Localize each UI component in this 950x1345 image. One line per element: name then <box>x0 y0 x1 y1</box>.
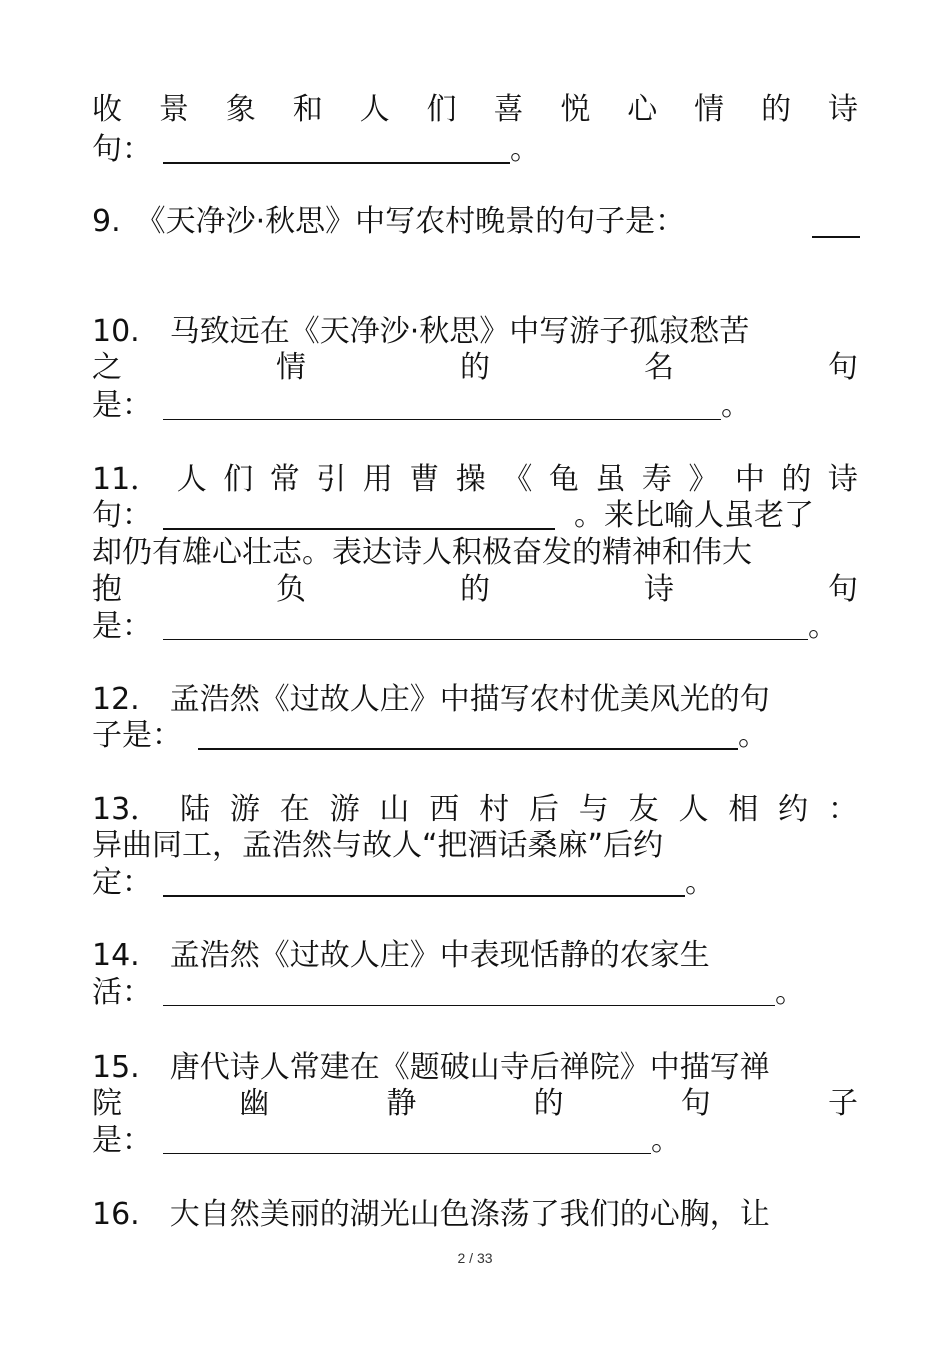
char: ： <box>828 792 858 827</box>
char: 村 <box>479 792 510 827</box>
justified-line <box>92 460 858 500</box>
question-text: 14. 孟浩然《过故人庄》中表现恬静的农家生 <box>92 938 710 973</box>
answer-blank[interactable] <box>163 895 685 897</box>
justified-line <box>92 790 858 830</box>
char: 常 <box>269 462 300 497</box>
char: 之 <box>92 350 122 385</box>
char: 负 <box>276 572 306 607</box>
question-number: 13． <box>92 792 161 827</box>
char: 山 <box>379 792 410 827</box>
period: 。 <box>738 718 768 753</box>
char: 游 <box>329 792 360 827</box>
question-text: 12. 孟浩然《过故人庄》中描写农村优美风光的句 <box>92 682 770 717</box>
question-text: 却仍有雄心壮志。表达诗人积极奋发的精神和伟大 <box>92 535 752 570</box>
answer-prefix: 是： <box>92 1123 152 1158</box>
char: 人 <box>176 462 207 497</box>
char: 在 <box>279 792 310 827</box>
char: 虽 <box>595 462 626 497</box>
char: 抱 <box>92 572 122 607</box>
question-11-line-1 <box>0 460 950 500</box>
char: 的 <box>533 1086 564 1121</box>
justified-line <box>92 570 858 610</box>
char: 心 <box>627 92 658 127</box>
char: 相 <box>728 792 759 827</box>
char: 龟 <box>548 462 579 497</box>
char: 西 <box>429 792 460 827</box>
question-12-line-1 <box>0 680 950 720</box>
question-text: 15. 唐代诗人常建在《题破山寺后禅院》中描写禅 <box>92 1050 770 1085</box>
period: 。 <box>721 388 751 423</box>
answer-blank[interactable] <box>163 528 555 530</box>
char: 句 <box>680 1086 711 1121</box>
char: 们 <box>426 92 457 127</box>
char: 人 <box>359 92 390 127</box>
question-text: 。来比喻人虽老了 <box>574 498 814 533</box>
char: 寿 <box>641 462 672 497</box>
line-2 <box>0 130 950 170</box>
char: 幽 <box>239 1086 270 1121</box>
question-14-line-1 <box>0 936 950 976</box>
answer-prefix: 活： <box>92 975 152 1010</box>
char: 《 <box>502 462 533 497</box>
question-10-line-3 <box>0 386 950 426</box>
answer-blank[interactable] <box>163 639 808 640</box>
page-number: 2 / 33 <box>457 1250 493 1266</box>
char: 引 <box>316 462 347 497</box>
answer-prefix: 句： <box>92 498 152 533</box>
char: 们 <box>223 462 254 497</box>
char: 中 <box>734 462 765 497</box>
char: 收 <box>92 92 122 127</box>
char: 的 <box>460 572 490 607</box>
question-11-line-2 <box>0 496 950 536</box>
answer-blank[interactable] <box>812 236 860 238</box>
char: 句 <box>828 350 858 385</box>
char: 和 <box>292 92 323 127</box>
char: 》 <box>688 462 719 497</box>
char: 句 <box>828 572 858 607</box>
justified-line-1 <box>92 90 858 130</box>
question-9 <box>0 202 950 242</box>
char: 约 <box>778 792 809 827</box>
char: 陆 <box>180 792 211 827</box>
answer-prefix: 定： <box>92 865 152 900</box>
char: 用 <box>362 462 393 497</box>
question-14-line-2 <box>0 973 950 1013</box>
char: 的 <box>460 350 490 385</box>
char: 人 <box>678 792 709 827</box>
answer-blank[interactable] <box>163 1153 651 1154</box>
char: 诗 <box>644 572 674 607</box>
question-11-line-5 <box>0 607 950 647</box>
question-15-line-2 <box>0 1084 950 1124</box>
question-11-line-4 <box>0 570 950 610</box>
question-16-line-1 <box>0 1195 950 1235</box>
question-text: 异曲同工，孟浩然与故人“把酒话桑麻”后约 <box>92 828 664 863</box>
line-1 <box>0 90 950 130</box>
char: 名 <box>644 350 674 385</box>
period: 。 <box>775 975 805 1010</box>
answer-prefix: 子是： <box>92 718 182 753</box>
answer-prefix: 句： <box>92 132 152 167</box>
question-13-line-1 <box>0 790 950 830</box>
char: 友 <box>628 792 659 827</box>
question-15-line-1 <box>0 1048 950 1088</box>
question-12-line-2 <box>0 716 950 756</box>
char: 景 <box>158 92 189 127</box>
period: 。 <box>651 1123 681 1158</box>
char: 子 <box>827 1086 858 1121</box>
question-number: 11． <box>92 462 161 497</box>
question-11-line-3 <box>0 533 950 573</box>
char: 的 <box>761 92 792 127</box>
char: 后 <box>528 792 559 827</box>
question-10-line-1 <box>0 312 950 352</box>
answer-prefix: 是： <box>92 388 152 423</box>
period: 。 <box>808 609 838 644</box>
answer-blank[interactable] <box>163 162 510 164</box>
question-10-line-2 <box>0 348 950 388</box>
question-text: 9. 《天净沙·秋思》中写农村晚景的句子是： <box>92 204 686 239</box>
question-13-line-3 <box>0 863 950 903</box>
char: 情 <box>276 350 306 385</box>
char: 情 <box>694 92 725 127</box>
question-text: 16. 大自然美丽的湖光山色涤荡了我们的心胸，让 <box>92 1197 770 1232</box>
char: 诗 <box>827 462 858 497</box>
char: 诗 <box>827 92 858 127</box>
answer-blank[interactable] <box>163 419 721 420</box>
char: 喜 <box>493 92 524 127</box>
justified-line <box>92 348 858 388</box>
char: 与 <box>578 792 609 827</box>
answer-blank[interactable] <box>163 1005 775 1006</box>
question-15-line-3 <box>0 1121 950 1161</box>
question-13-line-2 <box>0 826 950 866</box>
question-text: 10. 马致远在《天净沙·秋思》中写游子孤寂愁苦 <box>92 314 750 349</box>
char: 悦 <box>560 92 591 127</box>
char: 曹 <box>409 462 440 497</box>
justified-line <box>92 1084 858 1124</box>
answer-blank[interactable] <box>198 748 738 750</box>
char: 静 <box>386 1086 417 1121</box>
period: 。 <box>685 865 715 900</box>
char: 游 <box>229 792 260 827</box>
char: 操 <box>455 462 486 497</box>
char: 的 <box>781 462 812 497</box>
answer-prefix: 是： <box>92 609 152 644</box>
char: 象 <box>225 92 256 127</box>
period: 。 <box>510 132 540 167</box>
char: 院 <box>92 1086 122 1121</box>
